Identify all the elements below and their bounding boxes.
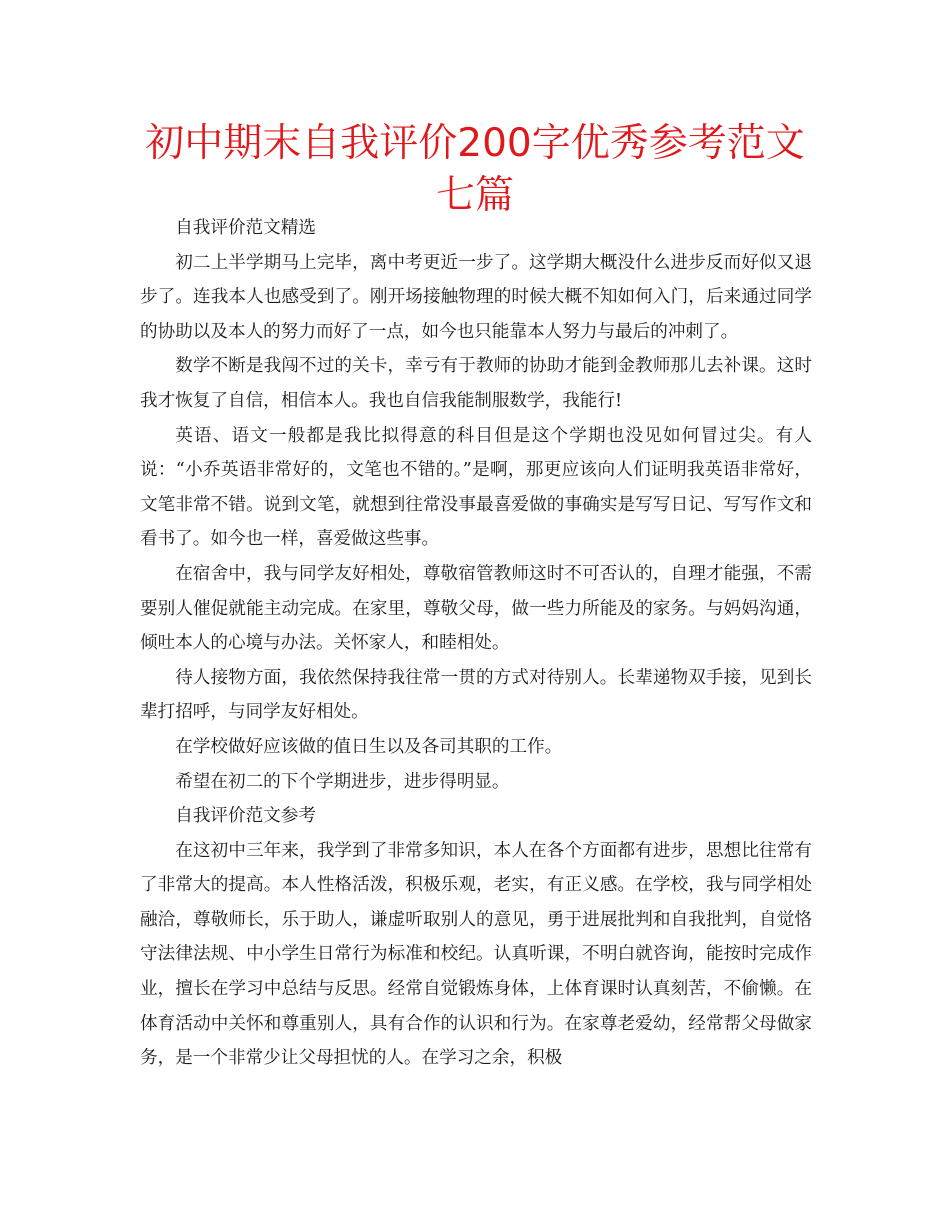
document-body xyxy=(140,211,812,1076)
paragraph: 数学不断是我闯不过的关卡，幸亏有于教师的协助才能到金教师那儿去补课。这时我才恢复了自信，相信本人。我也自信我能制服数学，我能行! xyxy=(140,356,812,411)
paragraph: 自我评价范文精选 xyxy=(175,218,316,238)
paragraph: 希望在初二的下个学期进步，进步得明显。 xyxy=(175,771,510,792)
paragraph: 初二上半学期马上完毕，离中考更近一步了。这学期大概没什么进步反而好似又退步了。连我本人也感受到了。刚开场接触物理的时候大概不知如何入门，后来通过同学的协助以及本人的努力而好了一点，如今也只能靠本人努力与最后的冲刺了。 xyxy=(140,252,812,342)
paragraph: 在这初中三年来，我学到了非常多知识，本人在各个方面都有进步，思想比往常有了非常大的提高。本人性格活泼，积极乐观，老实，有正义感。在学校，我与同学相处融洽，尊敬师长，乐于助人，谦虚听取别人的意见，勇于进展批判和自我批判，自觉恪守法律法规、中小学生日常行为标准和校纪。认真听课，不明白就咨询，能按时完成作业，擅长在学习中总结与反思。经常自觉锻炼身体，上体育课时认真刻苦，不偷懒。在体育活动中关怀和尊重别人，具有合作的认识和行为。在家尊老爱幼，经常帮父母做家务，是一个非常少让父母担忧的人。在学习之余，积极 xyxy=(140,840,812,1069)
paragraph: 自我评价范文参考 xyxy=(175,806,316,827)
document-title: 初中期末自我评价200字优秀参考范文七篇 xyxy=(145,121,805,218)
paragraph: 待人接物方面，我依然保持我往常一贯的方式对待别人。长辈递物双手接，见到长辈打招呼，与同学友好相处。 xyxy=(140,667,812,723)
paragraph: 在宿舍中，我与同学友好相处，尊敬宿管教师这时不可否认的，自理才能强，不需要别人催促就能主动完成。在家里，尊敬父母，做一些力所能及的家务。与妈妈沟通，倾吐本人的心境与办法。关怀家人，和睦相处。 xyxy=(140,563,812,654)
paragraph: 英语、语文一般都是我比拟得意的科目但是这个学期也没见如何冒过尖。有人说：“小乔英语非常好的，文笔也不错的。”是啊，那更应该向人们证明我英语非常好，文笔非常不错。说到文笔，就想到往常没事最喜爱做的事确实是写写日记、写写作文和看书了。如今也一样，喜爱做这些事。 xyxy=(140,425,812,550)
paragraph: 在学校做好应该做的值日生以及各司其职的工作。 xyxy=(175,736,563,757)
